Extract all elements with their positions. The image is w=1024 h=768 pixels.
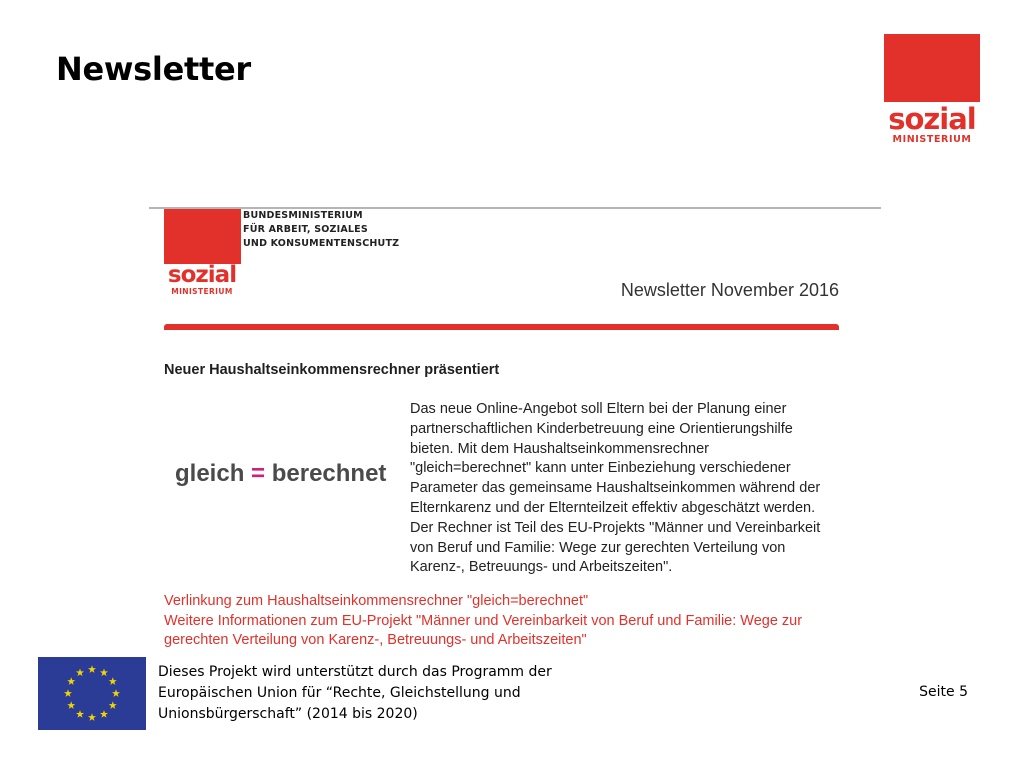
article-body-line: von Beruf und Familie: Wege zur gerechten Verteilung von [410,539,786,556]
slide-title: Newsletter [56,50,251,88]
calculator-logo-equals: = [251,460,266,487]
ministry-name-line: FÜR ARBEIT, SOZIALES [243,224,368,235]
eu-project-link-text: Weitere Informationen zum EU-Projekt "Männer und Vereinbarkeit von Beruf und Familie: Wege zur [164,612,803,629]
article-body-line: Das neue Online-Angebot soll Eltern bei der Planung einer [410,401,787,417]
funding-notice-line: Europäischen Union für “Rechte, Gleichstellung und [158,685,521,701]
article-body-line: partnerschaftlichen Kinderbetreuung eine Orientierungshilfe [410,420,793,437]
eu-project-link-text: gerechten Verteilung von Karenz-, Betreuungs- und Arbeitszeiten" [164,632,587,648]
logo-wordmark: sozial [888,102,976,136]
calculator-link-text: Verlinkung zum Haushaltseinkommensrechner "gleich=berechnet" [164,593,589,609]
calculator-link[interactable] [164,592,864,612]
article-body-line: bieten. Mit dem Haushaltseinkommensrechner [410,440,709,457]
eu-project-info-link[interactable] [164,612,864,651]
logo-red-block [884,34,980,102]
article-body [410,400,850,578]
ministry-name-line: UND KONSUMENTENSCHUTZ [243,238,400,249]
article-body-line: "gleich=berechnet" kann unter Einbeziehung verschiedener [410,460,791,477]
funding-notice-line: Unionsbürgerschaft” (2014 bis 2020) [158,706,418,722]
funding-notice-line: Dieses Projekt wird unterstützt durch das Programm der [158,664,552,680]
ministry-name [243,209,399,251]
calculator-logo-right: berechnet [271,460,387,487]
newsletter-logo-wordmark: sozial [167,262,237,288]
article-title: Neuer Haushaltseinkommensrechner präsentiert [164,362,500,378]
funding-notice [158,662,552,725]
newsletter-links [164,592,864,651]
newsletter-red-divider [164,324,839,330]
calculator-logo [175,460,386,488]
article-body-line: Karenz-, Betreuungs- und Arbeitszeiten". [410,559,673,576]
newsletter-logo-subtitle: MINISTERIUM [171,287,233,296]
article-body-line: Elternkarenz und der Elternteilzeit effektiv abgeschätzt werden. [410,499,816,516]
article-body-line: Parameter das gemeinsame Haushaltseinkommen während der [410,480,821,497]
ministry-name-line: BUNDESMINISTERIUM [243,210,363,221]
calculator-logo-left: gleich [175,460,245,487]
page-number: Seite 5 [919,684,968,700]
sozialministerium-logo [884,34,980,144]
newsletter-logo-red-block [164,209,241,264]
eu-flag-icon [38,657,146,730]
article-body-line: Der Rechner ist Teil des EU-Projekts "Männer und Vereinbarkeit [410,519,821,536]
newsletter-issue-title: Newsletter November 2016 [620,280,839,300]
logo-subtitle: MINISTERIUM [892,134,972,145]
newsletter-preview [149,207,881,652]
